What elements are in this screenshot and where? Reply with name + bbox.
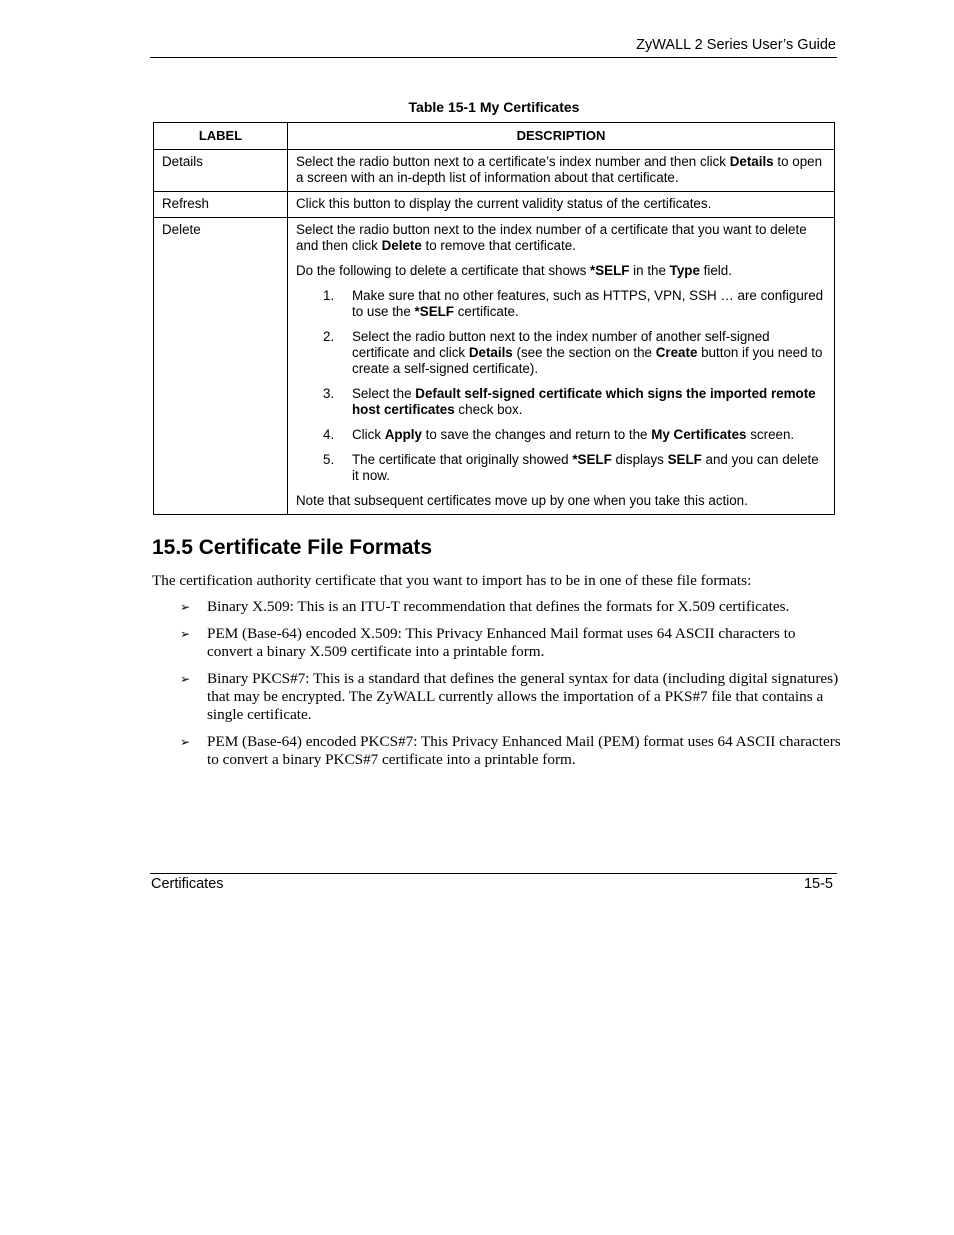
page-number: 15-5 <box>803 876 833 892</box>
page-header <box>150 37 837 58</box>
section-intro: The certification authority certificate that you want to import has to be in one of these file formats: <box>152 572 752 589</box>
chapter-name: Certificates <box>151 876 224 892</box>
step-item: 3. Select the Default self-signed certificate which signs the imported remote host certificates check box. <box>323 386 816 417</box>
my-certificates-table <box>153 122 835 515</box>
delete-description: Select the radio button next to the index number of a certificate that you want to delete and then click Delete to remove that certificate. <box>296 222 807 253</box>
list-item: ➢ Binary PKCS#7: This is a standard that defines the general syntax for data (including digital signatures) that may be encrypted. The ZyWALL currently allows the importation of a PKS#7 file that contains a single certificate. <box>180 670 839 723</box>
file-format-list <box>152 598 842 778</box>
column-header-label: LABEL <box>154 123 288 150</box>
delete-steps <box>296 288 826 484</box>
section-heading: 15.5 Certificate File Formats <box>152 536 433 559</box>
delete-instructions: Do the following to delete a certificate that shows *SELF in the Type field. <box>296 263 732 278</box>
list-item: ➢ PEM (Base-64) encoded PKCS#7: This Privacy Enhanced Mail (PEM) format uses 64 ASCII characters to convert a binary PKCS#7 certificate into a printable form. <box>180 733 841 768</box>
table-caption: Table 15-1 My Certificates <box>408 99 580 115</box>
arrow-bullet-icon: ➢ <box>180 627 191 641</box>
guide-title: ZyWALL 2 Series User’s Guide <box>636 37 836 53</box>
list-item: ➢ Binary X.509: This is an ITU-T recommendation that defines the formats for X.509 certificates. <box>180 598 790 615</box>
row-label: Details <box>154 150 288 192</box>
row-description: Select the radio button next to a certificate’s index number and then click Details to open a screen with an in-depth list of information about that certificate. <box>288 150 835 192</box>
list-item: ➢ PEM (Base-64) encoded X.509: This Privacy Enhanced Mail format uses 64 ASCII characters to convert a binary X.509 certificate into a printable form. <box>180 625 796 660</box>
step-item: 4. Click Apply to save the changes and return to the My Certificates screen. <box>323 427 795 442</box>
step-item: 1. Make sure that no other features, such as HTTPS, VPN, SSH … are configured to use the *SELF certificate. <box>323 288 824 319</box>
table-row-details <box>154 150 835 192</box>
table-row-refresh <box>154 192 835 218</box>
row-label: Delete <box>154 218 288 515</box>
step-item: 5. The certificate that originally showed *SELF displays SELF and you can delete it now. <box>323 452 819 483</box>
row-description <box>288 218 835 515</box>
arrow-bullet-icon: ➢ <box>180 672 191 686</box>
row-description: Click this button to display the current validity status of the certificates. <box>288 192 835 218</box>
column-header-description: DESCRIPTION <box>288 123 835 150</box>
table-row-delete <box>154 218 835 515</box>
step-item: 2. Select the radio button next to the index number of another self-signed certificate and click Details (see the section on the Create button if you need to create a self-signed certificate). <box>323 329 823 376</box>
table-header-row <box>154 123 835 150</box>
arrow-bullet-icon: ➢ <box>180 600 191 614</box>
page-footer <box>150 873 837 892</box>
arrow-bullet-icon: ➢ <box>180 735 191 749</box>
delete-note: Note that subsequent certificates move up by one when you take this action. <box>296 493 748 508</box>
row-label: Refresh <box>154 192 288 218</box>
